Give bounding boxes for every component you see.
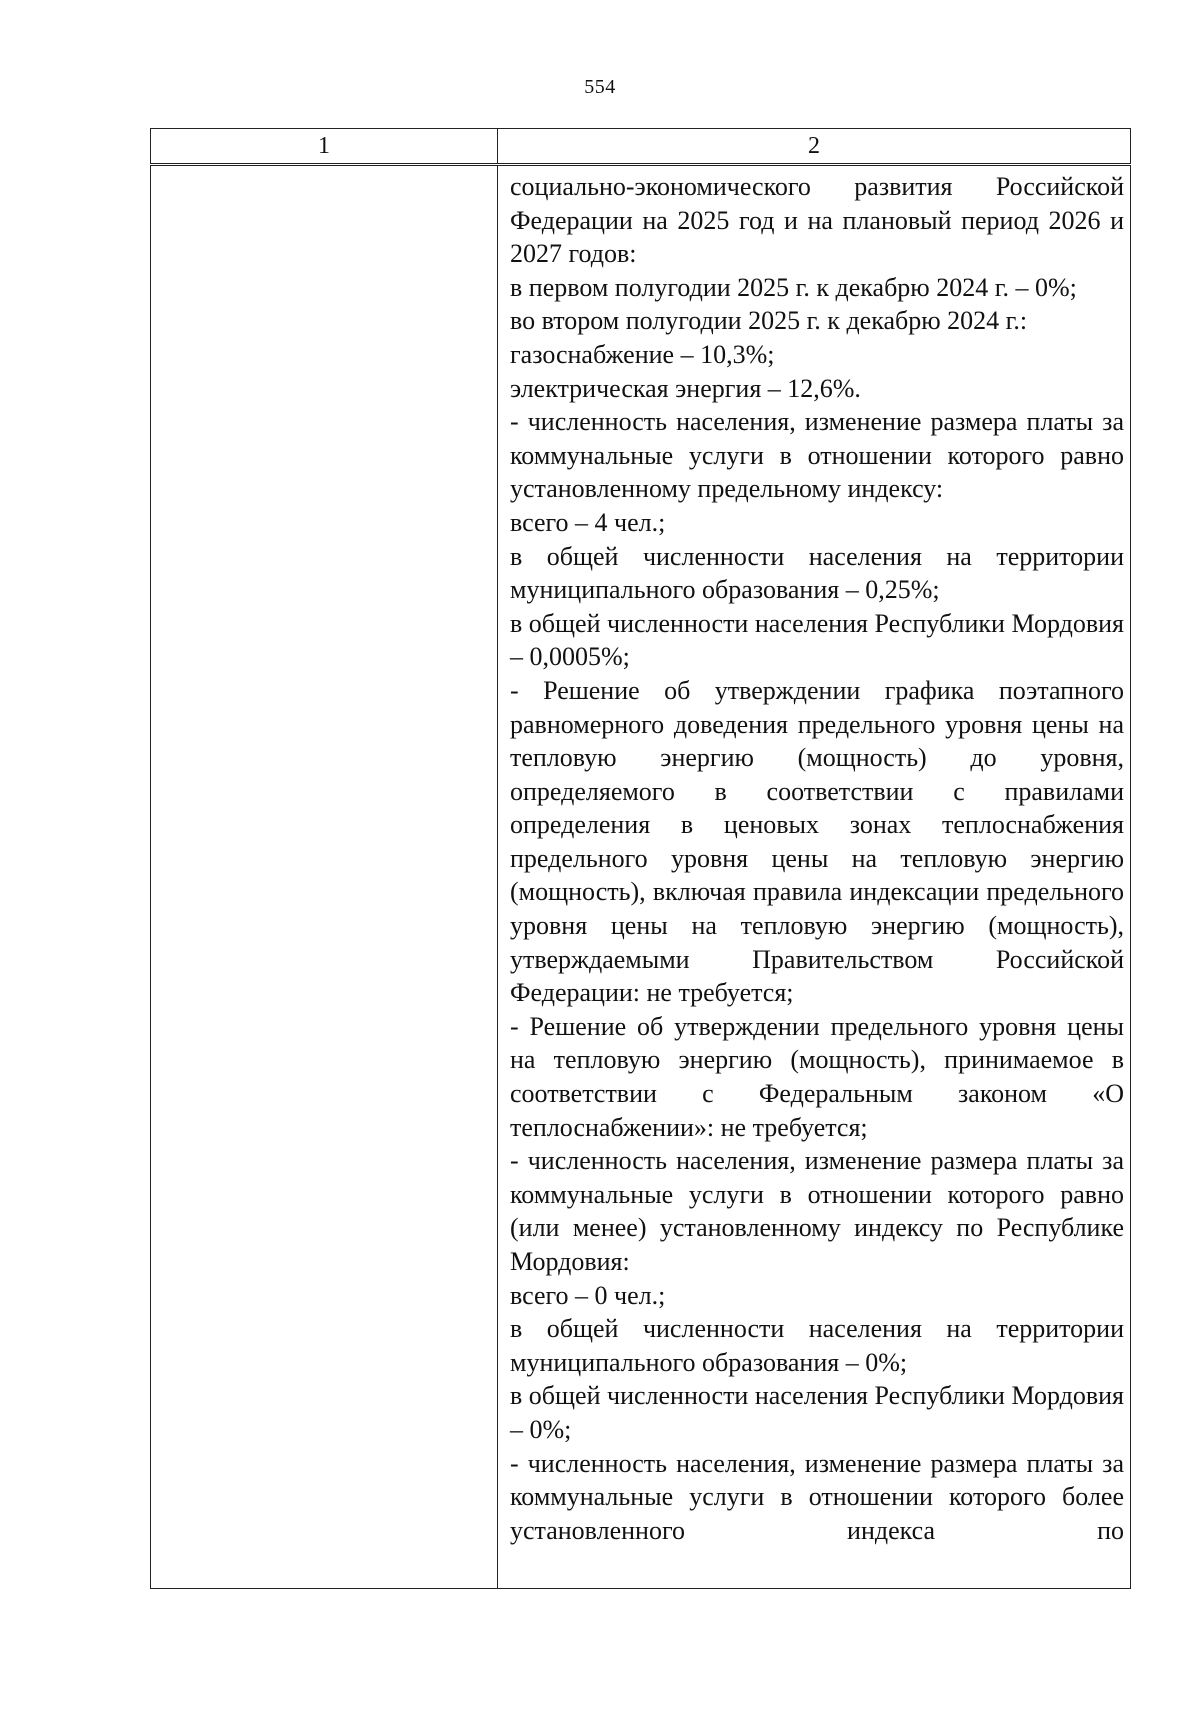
paragraph: в общей численности населения Республики Мордовия – 0%; bbox=[510, 1381, 1124, 1444]
paragraph: - Решение об утверждении предельного уровня цены на тепловую энергию (мощность), принимаемое в соответствии с Федеральным законом «О теплоснабжении»: не требуется; bbox=[510, 1011, 1124, 1142]
table-header-row bbox=[151, 129, 1131, 165]
paragraph: - численность населения, изменение размера платы за коммунальные услуги в отношении которого равно (или менее) установленному индексу по Республике Мордовия: bbox=[510, 1146, 1124, 1276]
paragraph: - Решение об утверждении графика поэтапного равномерного доведения предельного уровня цены на тепловую энергию (мощность) до уровня, определяемого в соответствии с правилами определения в ценовых зонах теплоснабжения предельного уровня цены на тепловую энергию (мощность), включая правила индексации предельного уровня цены на тепловую энергию (мощность), утверждаемыми Правительством Российской Федерации: не требуется; bbox=[510, 675, 1124, 1008]
paragraph: электрическая энергия – 12,6%. bbox=[510, 373, 861, 403]
paragraph: всего – 0 чел.; bbox=[510, 1280, 666, 1310]
paragraph: всего – 4 чел.; bbox=[510, 507, 666, 537]
column-header-2: 2 bbox=[498, 129, 1131, 165]
paragraph: во втором полугодии 2025 г. к декабрю 2024 г.: bbox=[510, 306, 1028, 336]
paragraph: в общей численности населения на территории муниципального образования – 0%; bbox=[510, 1314, 1124, 1377]
paragraph: - численность населения, изменение размера платы за коммунальные услуги в отношении которого равно установленному предельному индексу: bbox=[510, 407, 1124, 504]
document-table bbox=[150, 128, 1131, 1589]
paragraph: в общей численности населения Республики Мордовия – 0,0005%; bbox=[510, 608, 1124, 672]
page-number: 554 bbox=[584, 76, 616, 98]
column-2-cell bbox=[498, 165, 1131, 1589]
paragraph: - численность населения, изменение размера платы за коммунальные услуги в отношении которого более установленного индекса по bbox=[510, 1448, 1124, 1545]
table-row bbox=[151, 165, 1131, 1589]
paragraph: социально-экономического развития Российской Федерации на 2025 год и на плановый период 2026 и 2027 годов: bbox=[510, 172, 1124, 269]
paragraph: в первом полугодии 2025 г. к декабрю 2024 г. – 0%; bbox=[510, 272, 1077, 302]
column-1-cell bbox=[151, 165, 498, 1589]
column-header-1: 1 bbox=[151, 129, 498, 165]
paragraph: в общей численности населения на территории муниципального образования – 0,25%; bbox=[510, 541, 1124, 605]
paragraph: газоснабжение – 10,3%; bbox=[510, 339, 775, 369]
